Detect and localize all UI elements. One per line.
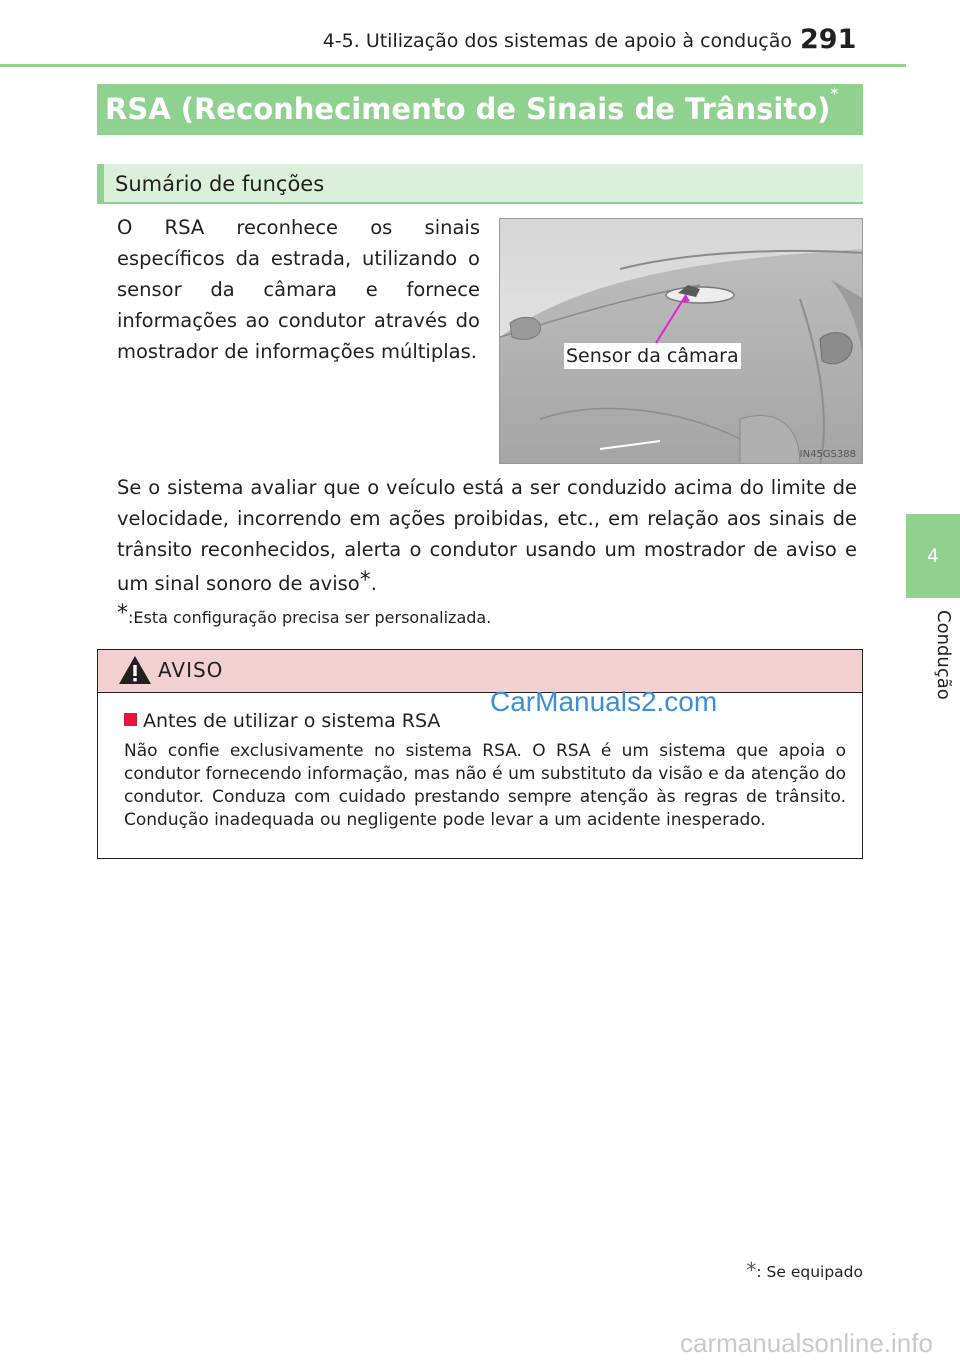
equipped-note-text: : Se equipado [756,1263,863,1281]
chapter-label: Condução [933,610,954,700]
header-rule [0,64,906,67]
equipped-note [600,1258,863,1282]
intro-paragraph: O RSA reconhece os sinais específicos da estrada, utilizando o sensor da câmara e fornece informações ao condutor através do mostrador de informações múltiplas. [117,216,480,363]
section-marker: * [830,84,839,103]
equipped-note-marker: * [746,1258,757,1282]
section-title: RSA (Reconhecimento de Sinais de Trânsito) [105,92,831,126]
watermark: CarManuals2.com [490,686,718,717]
subsection-title: Sumário de funções [97,164,863,204]
chapter-tab: 4 [906,514,960,598]
camera-sensor-figure [499,218,863,464]
footnote-text: :Esta configuração precisa ser personalizada. [128,608,492,627]
warning-subtitle [124,710,440,732]
running-header: 4-5. Utilização dos sistemas de apoio à condução [322,30,792,52]
body-paragraph-end: . [370,572,377,595]
site-watermark: carmanualsonline.info [680,1328,933,1358]
body-paragraph-marker: * [359,568,371,593]
warning-text: Não confie exclusivamente no sistema RSA. O RSA é um sistema que apoia o condutor fornecendo informação, mas não é um substituto da visão e da atenção do condutor. Conduza com cuidado prestando sempre atenção às regras de trânsito. Condução inadequada ou negligente pode levar a um acidente inesperado. [124,741,846,830]
warning-subtitle-text: Antes de utilizar o sistema RSA [143,710,441,732]
car-interior-illustration [500,219,863,464]
warning-header [98,650,862,693]
footnote [117,602,857,630]
footnote-marker: * [117,601,128,626]
page-number: 291 [800,24,857,55]
section-title-bar [97,84,863,135]
warning-triangle-icon [118,654,152,686]
camera-sensor-label: Sensor da câmara [566,345,739,367]
warning-box [97,649,863,859]
body-paragraph [117,472,857,599]
warning-title: AVISO [158,658,224,682]
figure-code: IN45GS388 [799,449,856,460]
red-square-bullet-icon [124,713,137,726]
body-paragraph-text: Se o sistema avaliar que o veículo está a ser conduzido acima do limite de velocidade, incorrendo em ações proibidas, etc., em relação aos sinais de trânsito reconhecidos, alerta o condutor usando um mostrador de aviso e um sinal sonoro de aviso [117,476,857,595]
